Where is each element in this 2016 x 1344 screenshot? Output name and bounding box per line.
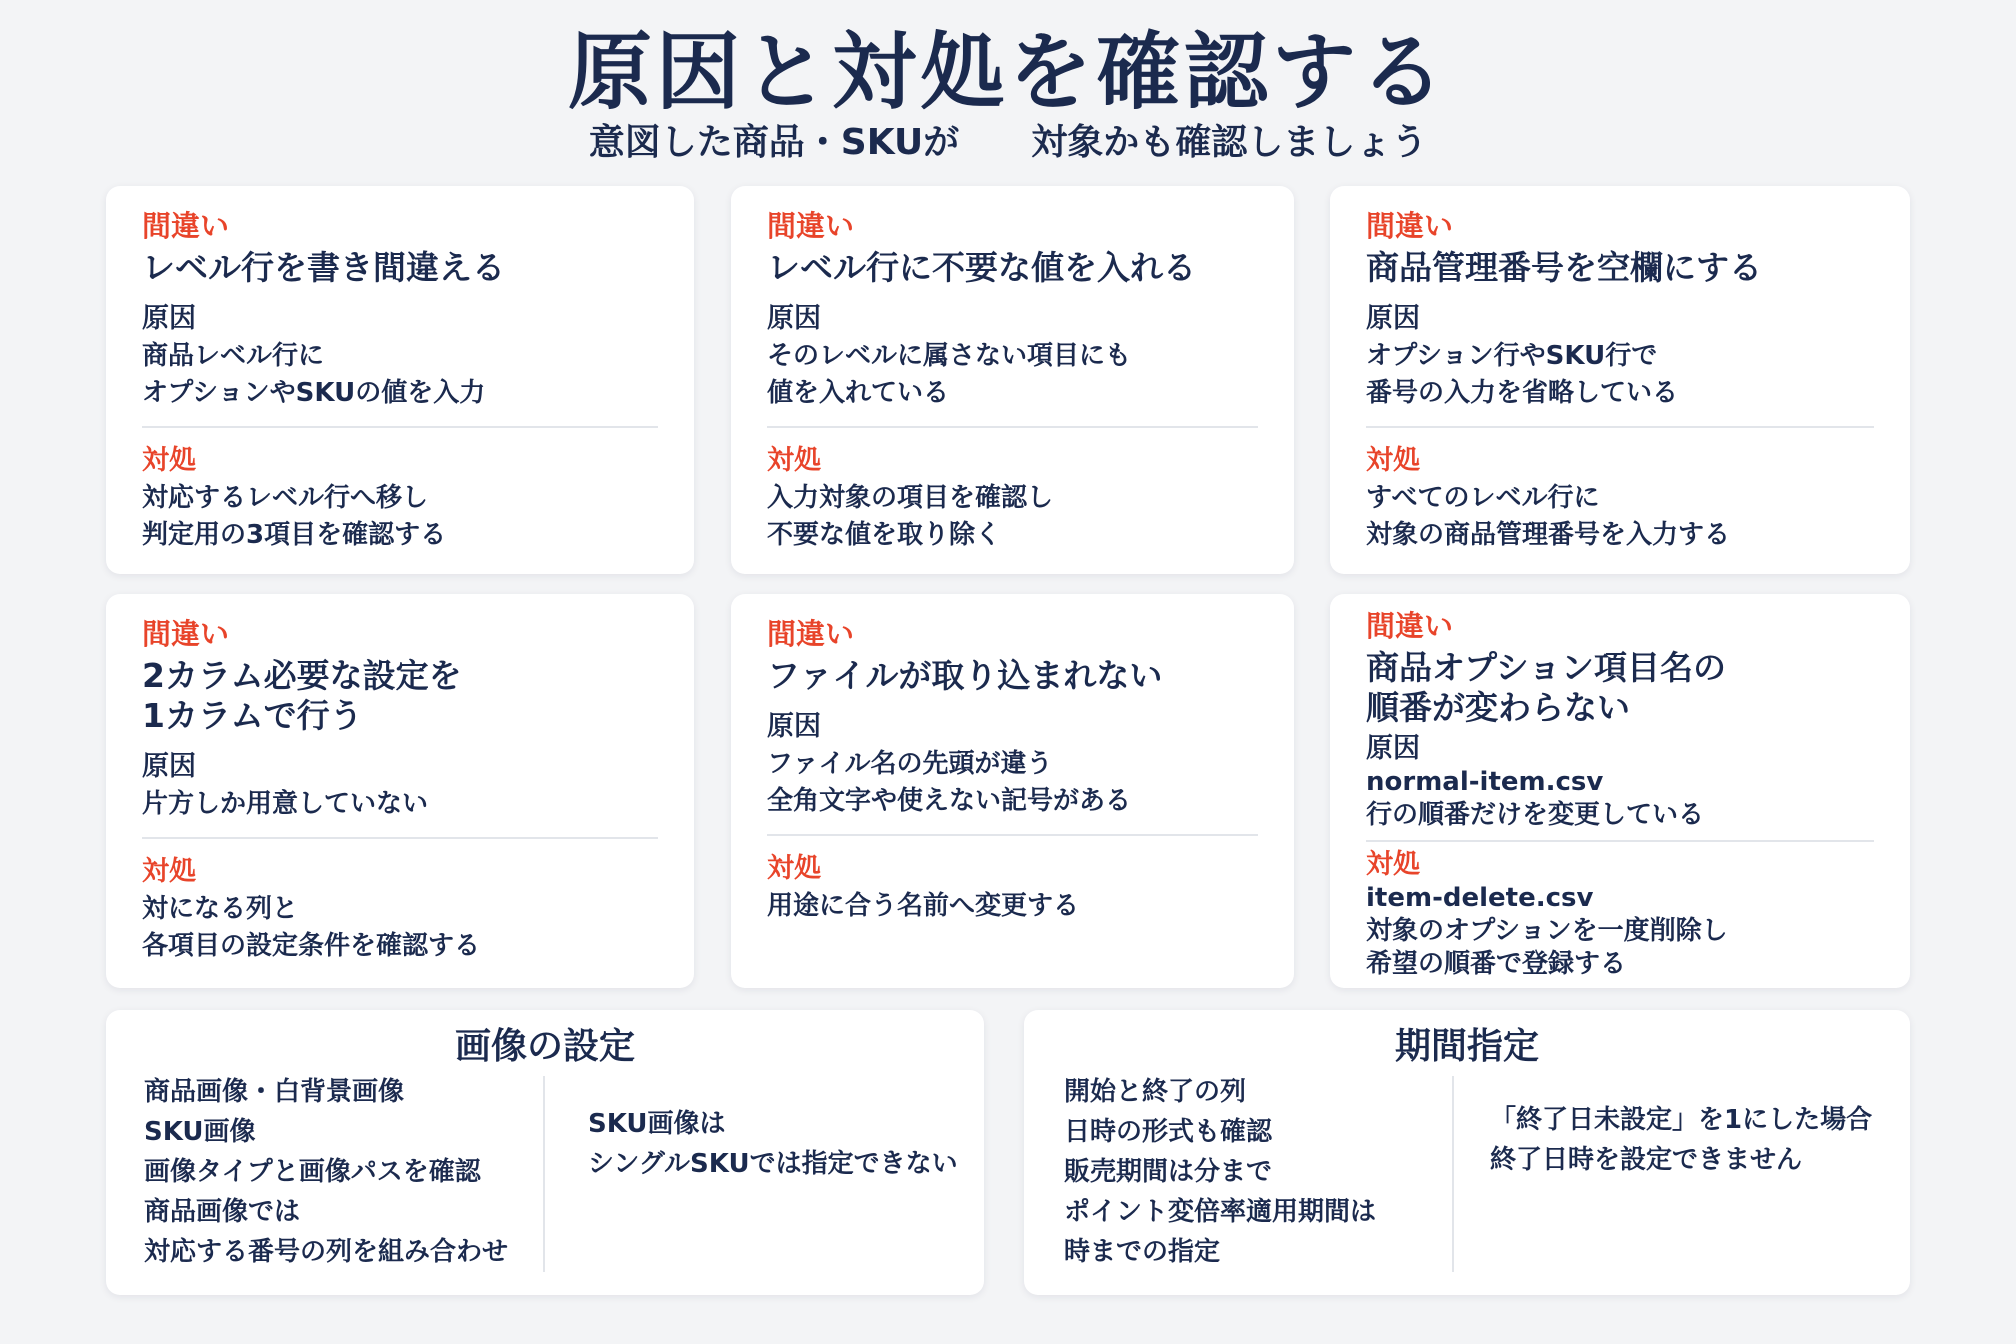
divider [767, 426, 1258, 428]
mistake-title-line: 順番が変わらない [1366, 688, 1630, 727]
divider [767, 834, 1258, 836]
cause-label: 原因 [1366, 733, 1420, 764]
mistake-title [1366, 248, 1874, 288]
cause-label: 原因 [142, 751, 196, 782]
mistake-card [1330, 594, 1910, 988]
period-settings-line: 日時の形式も確認 [1064, 1117, 1273, 1147]
cause-line: 行の順番だけを変更している [1366, 800, 1705, 830]
cause-line: オプションやSKUの値を入力 [142, 378, 486, 408]
fix-label: 対処 [142, 856, 196, 887]
cause-label: 原因 [142, 303, 196, 334]
column-divider [543, 1076, 545, 1272]
cause-line: 片方しか用意していない [142, 789, 429, 819]
fix-line: 対象の商品管理番号を入力する [1366, 520, 1731, 550]
period-settings-note: 「終了日未設定」を1にした場合 [1490, 1105, 1873, 1135]
mistake-title-line: ファイルが取り込まれない [767, 656, 1163, 695]
period-settings-right [1490, 1100, 1872, 1180]
fix-line: 用途に合う名前へ変更する [767, 891, 1080, 921]
cause-line: そのレベルに属さない項目にも [767, 341, 1132, 371]
mistake-card [1330, 186, 1910, 574]
divider [1366, 426, 1874, 428]
cause-label: 原因 [767, 303, 821, 334]
image-settings-left [144, 1072, 508, 1272]
mistake-card [731, 594, 1294, 988]
divider [1366, 840, 1874, 842]
cause-line: 全角文字や使えない記号がある [767, 786, 1132, 816]
cause-line: normal-item.csv [1366, 767, 1604, 797]
cause-line: 商品レベル行に [142, 341, 325, 371]
mistake-title-line: レベル行に不要な値を入れる [767, 248, 1196, 287]
image-settings-line: SKU画像 [144, 1117, 256, 1147]
image-settings-line: 画像タイプと画像パスを確認 [144, 1157, 481, 1187]
period-settings-line: 時までの指定 [1064, 1237, 1221, 1267]
cause-label: 原因 [767, 711, 821, 742]
page-title: 原因と対処を確認する [567, 23, 1448, 121]
image-settings-right [588, 1104, 958, 1184]
fix-label: 対処 [767, 853, 821, 884]
fix-label: 対処 [1366, 849, 1420, 880]
mistake-tag: 間違い [767, 617, 855, 651]
page-subtitle: 意図した商品・SKUが 対象かも確認しましょう [588, 122, 1428, 163]
image-settings-line: 商品画像では [144, 1197, 301, 1227]
mistake-card [106, 186, 694, 574]
mistake-title-line: レベル行を書き間違える [142, 248, 505, 287]
image-settings-card [106, 1010, 984, 1295]
mistake-tag: 間違い [142, 209, 230, 243]
period-settings-line: 開始と終了の列 [1064, 1077, 1247, 1107]
mistake-title [142, 248, 658, 288]
cause-line: オプション行やSKU行で [1366, 341, 1658, 371]
mistake-tag: 間違い [1366, 609, 1454, 643]
fix-line: すべてのレベル行に [1366, 483, 1600, 513]
fix-line: 対になる列と [142, 894, 299, 924]
mistake-tag: 間違い [142, 617, 230, 651]
fix-label: 対処 [1366, 445, 1420, 476]
cause-line: 番号の入力を省略している [1366, 378, 1679, 408]
mistake-title [1366, 648, 1874, 728]
fix-line: 入力対象の項目を確認し [767, 483, 1054, 513]
mistake-tag: 間違い [1366, 209, 1454, 243]
period-settings-line: 販売期間は分まで [1064, 1157, 1273, 1187]
mistake-card [731, 186, 1294, 574]
divider [142, 426, 658, 428]
mistake-title-line: 1カラムで行う [142, 696, 363, 735]
period-settings-note: 終了日時を設定できません [1490, 1145, 1803, 1175]
fix-line: item-delete.csv [1366, 883, 1594, 913]
mistake-title [142, 656, 658, 736]
fix-line: 判定用の3項目を確認する [142, 520, 447, 550]
fix-line: 各項目の設定条件を確認する [142, 931, 481, 961]
fix-line: 対象のオプションを一度削除し [1366, 916, 1728, 946]
cause-line: ファイル名の先頭が違う [767, 749, 1053, 779]
period-settings-line: ポイント変倍率適用期間は [1064, 1197, 1377, 1227]
mistake-title-line: 商品オプション項目名の [1366, 648, 1727, 687]
mistake-tag: 間違い [767, 209, 855, 243]
period-settings-card [1024, 1010, 1910, 1295]
period-settings-title: 期間指定 [1394, 1026, 1539, 1067]
fix-line: 希望の順番で登録する [1366, 949, 1627, 979]
fix-line: 対応するレベル行へ移し [142, 483, 429, 513]
fix-line: 不要な値を取り除く [767, 520, 1002, 550]
image-settings-title: 画像の設定 [454, 1026, 635, 1067]
cause-line: 値を入れている [767, 378, 950, 408]
divider [142, 837, 658, 839]
mistake-title-line: 商品管理番号を空欄にする [1366, 248, 1762, 287]
fix-label: 対処 [767, 445, 821, 476]
image-settings-line: 商品画像・白背景画像 [144, 1077, 405, 1107]
image-settings-note: SKU画像は [588, 1109, 726, 1139]
column-divider [1452, 1076, 1454, 1272]
period-settings-left [1064, 1072, 1376, 1272]
cause-label: 原因 [1366, 303, 1420, 334]
image-settings-note: シングルSKUでは指定できない [588, 1149, 958, 1179]
mistake-title-line: 2カラム必要な設定を [142, 656, 462, 695]
mistake-card [106, 594, 694, 988]
mistake-title [767, 656, 1258, 696]
image-settings-line: 対応する番号の列を組み合わせ [144, 1237, 509, 1267]
fix-label: 対処 [142, 445, 196, 476]
mistake-title [767, 248, 1258, 288]
